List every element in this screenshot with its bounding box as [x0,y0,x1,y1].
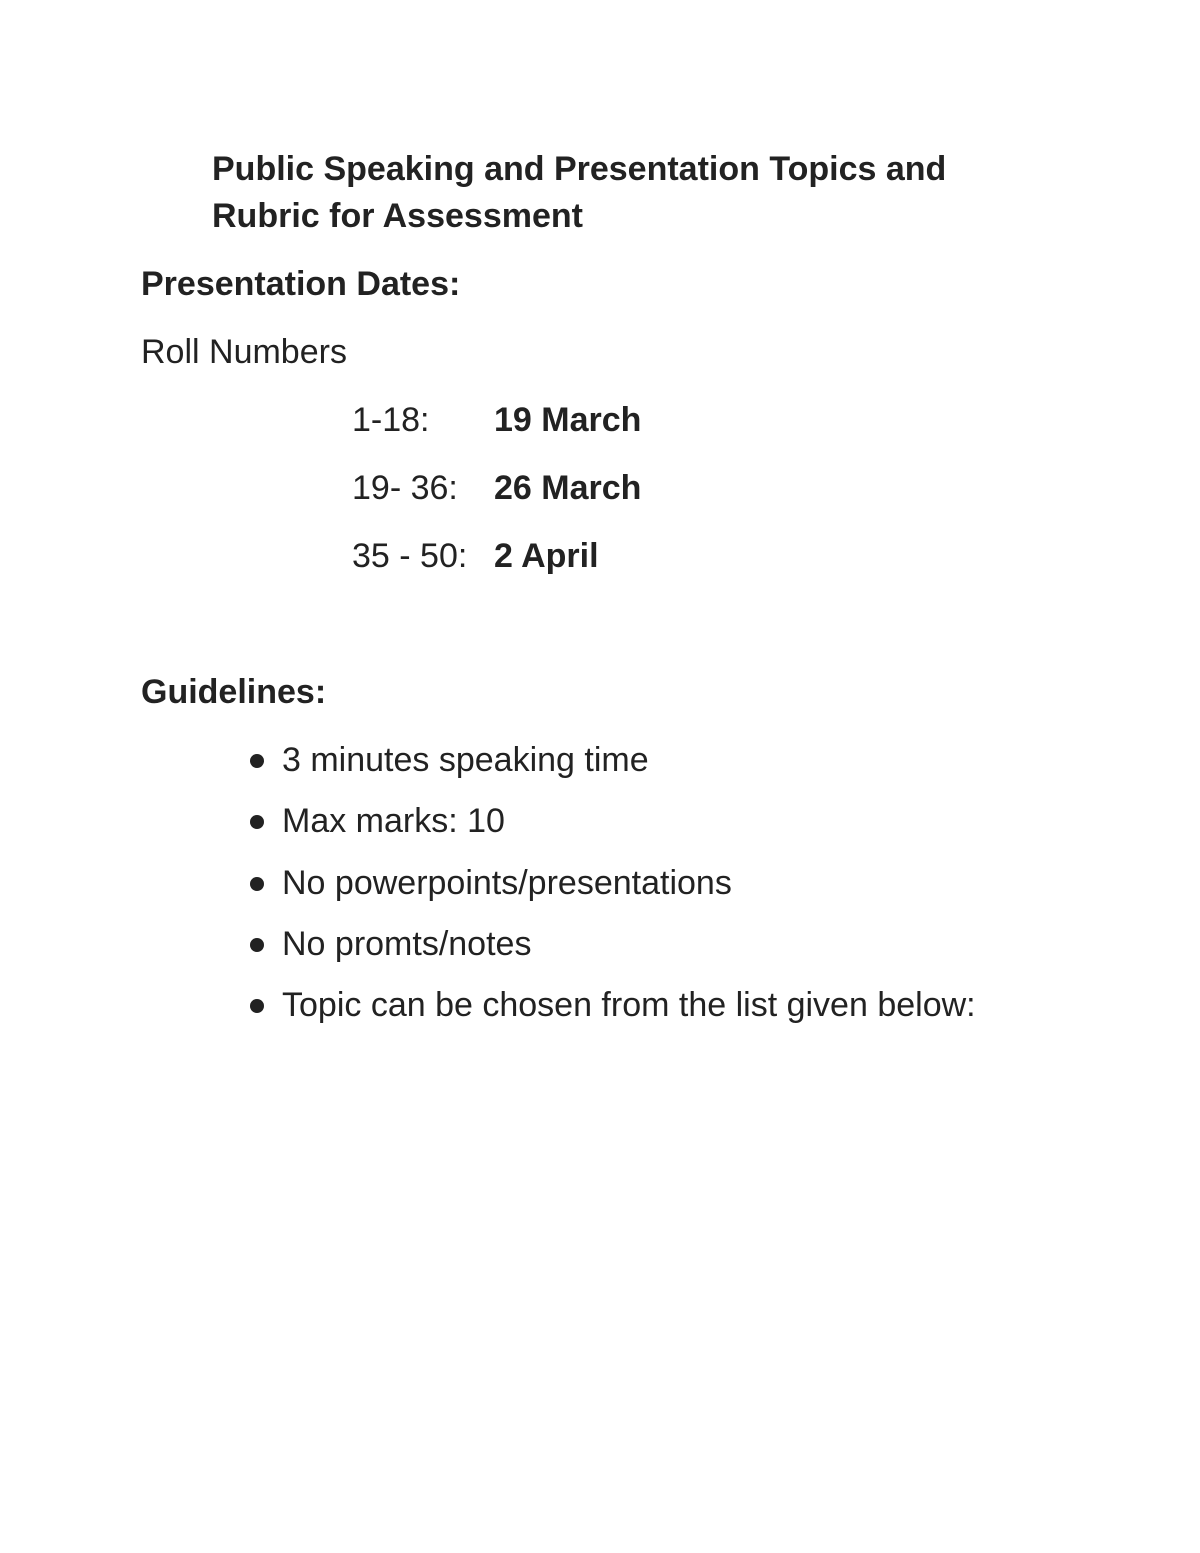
roll-numbers-label: Roll Numbers [141,333,347,371]
roll-range: 35 - 50: [352,537,468,575]
presentation-date: 2 April [494,537,599,575]
bullet-icon [250,754,264,768]
guideline-text: No powerpoints/presentations [282,863,732,902]
bullet-icon [250,815,264,829]
schedule-row [352,536,852,576]
schedule-row [352,468,852,508]
presentation-date: 19 March [494,401,642,439]
guideline-item [248,862,976,923]
guideline-text: Max marks: 10 [282,802,505,841]
roll-range: 19- 36: [352,469,458,507]
guidelines-heading: Guidelines: [141,673,327,711]
guideline-text: 3 minutes speaking time [282,741,649,779]
document-title [212,146,1012,240]
title-line-2: Rubric for Assessment [212,197,583,235]
roll-range: 1-18: [352,401,430,439]
bullet-icon [250,938,264,952]
guideline-item [248,800,976,861]
guideline-item [248,984,976,1045]
title-line-1: Public Speaking and Presentation Topics and [212,150,947,188]
guidelines-list [248,739,976,1045]
bullet-icon [250,877,264,891]
guideline-item [248,923,976,984]
bullet-icon [250,999,264,1013]
presentation-dates-heading: Presentation Dates: [141,265,461,303]
guideline-item [248,739,976,800]
schedule-row [352,400,852,440]
guideline-text: Topic can be chosen from the list given below: [282,986,976,1025]
presentation-date: 26 March [494,469,642,507]
guideline-text: No promts/notes [282,924,532,963]
